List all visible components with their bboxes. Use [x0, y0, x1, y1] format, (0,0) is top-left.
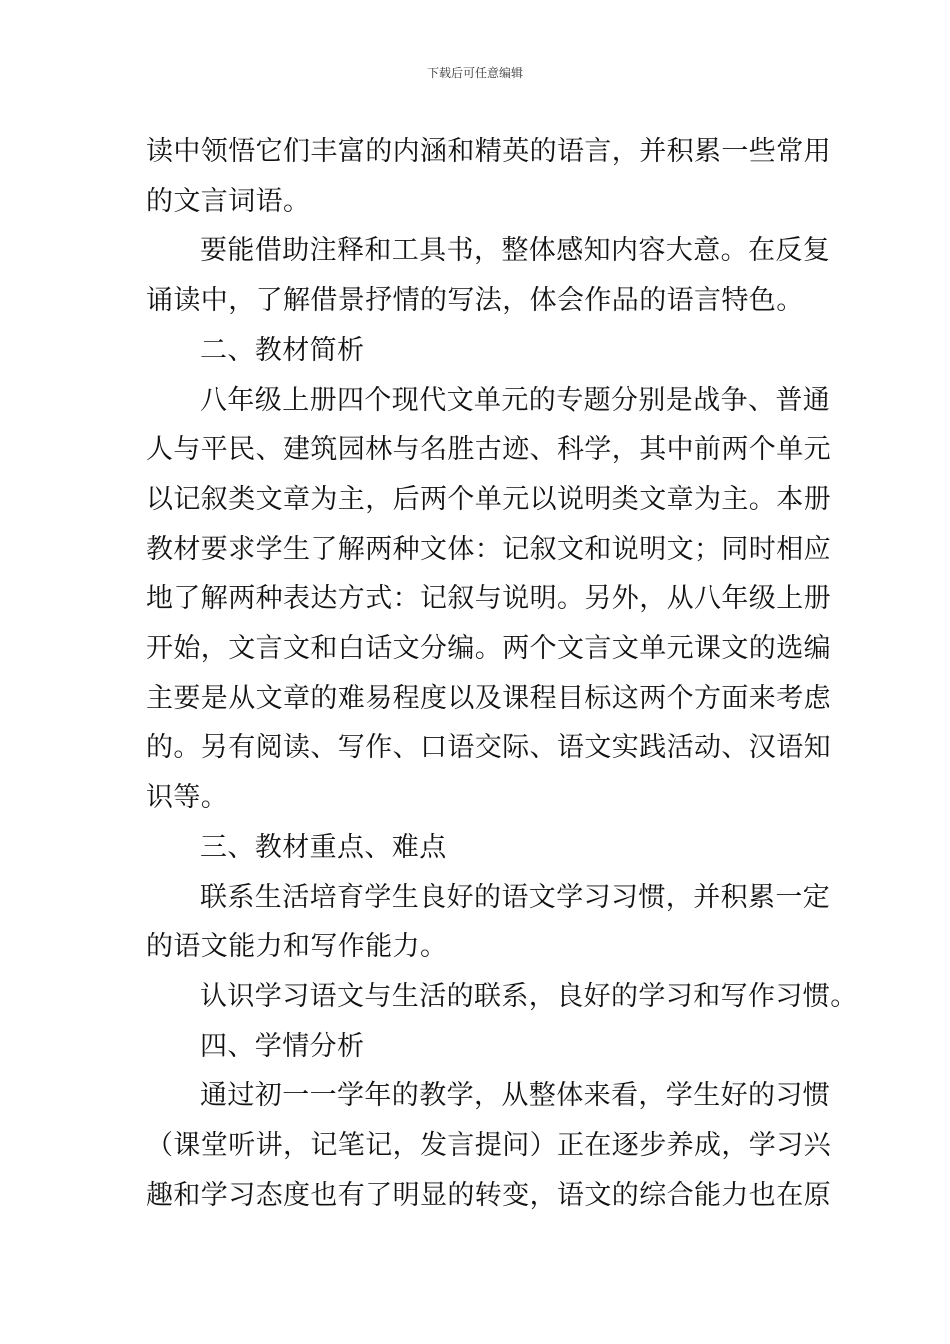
text-line: 教材要求学生了解两种文体：记叙文和说明文；同时相应 [146, 533, 831, 565]
text-line: 的文言词语。 [146, 185, 311, 217]
text-line: 四、学情分析 [200, 1030, 365, 1062]
text-line: 通过初一一学年的教学，从整体来看，学生好的习惯 [200, 1080, 831, 1112]
text-line: 人与平民、建筑园林与名胜古迹、科学，其中前两个单元 [146, 434, 831, 466]
text-line: 的。另有阅读、写作、口语交际、语文实践活动、汉语知 [146, 732, 831, 764]
text-line: 要能借助注释和工具书，整体感知内容大意。在反复 [200, 235, 831, 267]
text-line: 二、教材简析 [200, 334, 365, 366]
text-line: 八年级上册四个现代文单元的专题分别是战争、普通 [200, 384, 831, 416]
text-line: 认识学习语文与生活的联系，良好的学习和写作习惯。 [200, 980, 858, 1012]
text-line: 诵读中，了解借景抒情的写法，体会作品的语言特色。 [146, 285, 804, 317]
text-line: 主要是从文章的难易程度以及课程目标这两个方面来考虑 [146, 682, 831, 714]
page-header: 下载后可任意编辑 [426, 66, 523, 80]
text-line: 联系生活培育学生良好的语文学习习惯，并积累一定 [200, 881, 831, 913]
text-line: 识等。 [146, 782, 229, 814]
text-line: 的语文能力和写作能力。 [146, 931, 448, 963]
text-line: （课堂听讲，记笔记，发言提问）正在逐步养成，学习兴 [146, 1130, 831, 1162]
text-line: 读中领悟它们丰富的内涵和精英的语言，并积累一些常用 [146, 136, 831, 167]
text-line: 地了解两种表达方式：记叙与说明。另外，从八年级上册 [146, 583, 831, 615]
text-line: 趣和学习态度也有了明显的转变，语文的综合能力也在原 [146, 1179, 831, 1211]
text-line: 三、教材重点、难点 [200, 831, 447, 863]
document-body [146, 127, 858, 1220]
text-line: 开始，文言文和白话文分编。两个文言文单元课文的选编 [146, 633, 831, 665]
text-line: 以记叙类文章为主，后两个单元以说明类文章为主。本册 [146, 483, 831, 515]
